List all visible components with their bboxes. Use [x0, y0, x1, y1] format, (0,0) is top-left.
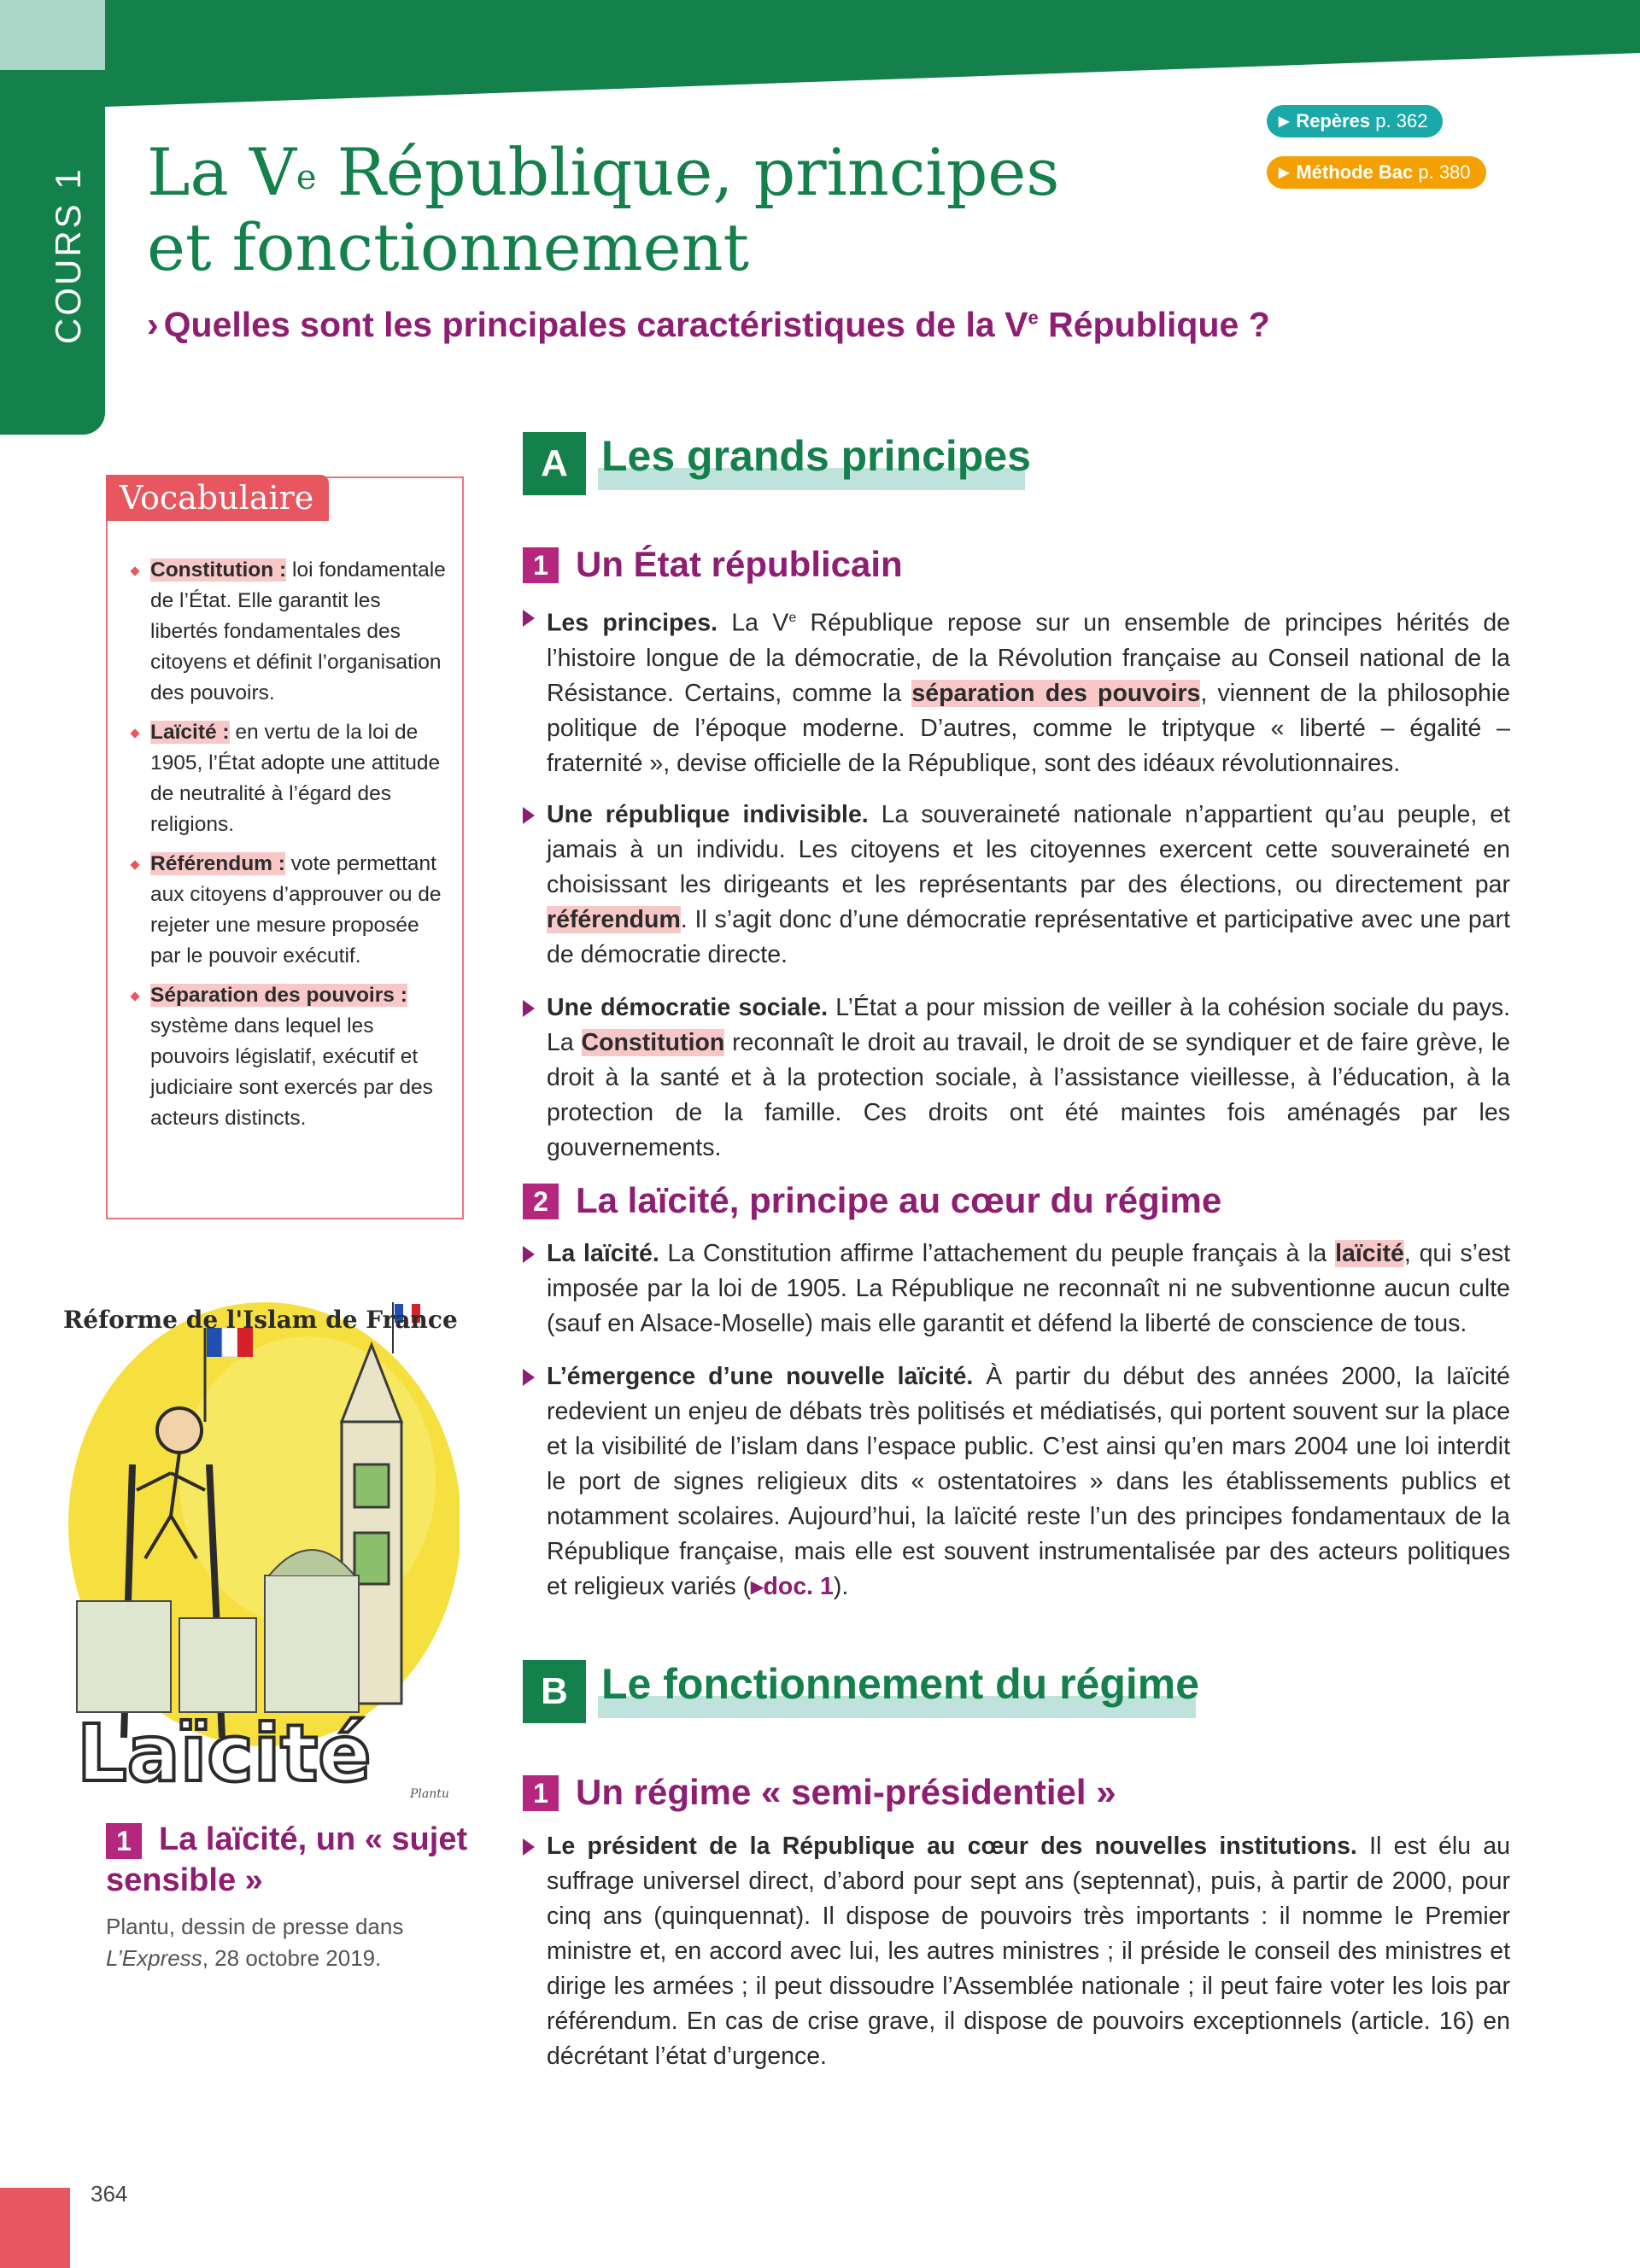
play-triangle-icon: ▸: [751, 1573, 764, 1600]
subsection-number: 2: [523, 1184, 559, 1219]
cartoon-caption-bottom: Laïcité: [77, 1708, 372, 1799]
vocabulary-title: Vocabulaire: [106, 475, 329, 521]
header-tab-light: [0, 0, 105, 70]
section-letter: A: [523, 432, 586, 495]
cartoon-signature: Plantu: [410, 1787, 449, 1801]
vocabulary-item: Laïcité : en vertu de la loi de 1905, l’État adopte une attitude de neutralité à l’égard des religions.: [132, 717, 448, 840]
section-title: Le fonctionnement du régime: [601, 1660, 1200, 1708]
chapter-question: › Quelles sont les principales caractéristiques de la Ve République ?: [147, 305, 1270, 344]
cartoon-illustration: [51, 1294, 460, 1806]
paragraph: Une république indivisible. La souveraineté nationale n’appartient qu’au peuple, et jamais à un individu. Les citoyens et les citoyennes exercent cette souveraineté en choisissant les dirigeants et les représentants par des élections, ou directement par référendum. Il s’agit donc d’une démocratie représentative et participative avec une part de démocratie directe.: [523, 798, 1510, 973]
section-b-heading: [523, 1660, 1206, 1725]
page-title: La Ve République, principes et fonctionnement: [147, 134, 1060, 285]
document-caption-title: La laïcité, un « sujet sensible »: [106, 1821, 468, 1898]
page-number: 364: [91, 2181, 128, 2207]
bullet-arrow-icon: [523, 1000, 535, 1017]
chapter-label: COURS 1: [48, 167, 88, 344]
document-reference-link[interactable]: ▸doc. 1: [751, 1573, 834, 1600]
section-letter: B: [523, 1660, 586, 1723]
subsection-title: Un État républicain: [576, 544, 903, 584]
paragraph: Les principes. La Ve République repose sur un ensemble de principes hérités de l’histoire longue de la démocratie, de la Révolution française au Conseil national de la Résistance. Certains, comme la séparation des pouvoirs, viennent de la philosophie politique de l’époque moderne. D’autres, comme le triptyque « liberté – égalité – fraternité », devise officielle de la République, sont des idéaux révolutionnaires.: [523, 600, 1510, 781]
subsection-number: 1: [523, 1775, 559, 1811]
reperes-link[interactable]: ▶ Repères p. 362: [1267, 105, 1443, 137]
play-triangle-icon: ▶: [1279, 114, 1290, 129]
bullet-diamond-icon: [130, 566, 139, 576]
page-corner-marker: [0, 2188, 70, 2268]
vocabulary-list: [132, 555, 448, 1143]
bullet-arrow-icon: [523, 807, 535, 824]
document-source: Plantu, dessin de presse dans L’Express, 28 octobre 2019.: [106, 1914, 404, 1971]
vocabulary-item: Constitution : loi fondamentale de l’État. Elle garantit les libertés fondamentales des citoyens et définit l’organisation des pouvoirs.: [132, 555, 448, 709]
paragraph: Une démocratie sociale. L’État a pour mission de veiller à la cohésion sociale du pays. La Constitution reconnaît le droit au travail, le droit de se syndiquer et de faire grève, le droit à la santé et à la protection sociale, à l’assistance vieillesse, à l’éducation, à la protection de la famille. Ces droits ont été maintes fois aménagés par les gouvernements.: [523, 991, 1510, 1166]
vocabulary-term: laïcité: [1335, 1240, 1404, 1267]
subsection-title: Un régime « semi-présidentiel »: [576, 1772, 1116, 1812]
document-number-badge: 1: [106, 1823, 142, 1859]
section-title: Les grands principes: [601, 432, 1031, 480]
paragraph: L’émergence d’une nouvelle laïcité. À partir du début des années 2000, la laïcité redevient un enjeu de débats très politisés et médiatisés, qui portent souvent sur la place et la visibilité de l’islam dans l’espace public. C’est ainsi qu’en mars 2004 une loi interdit le port de signes religieux dits « ostentatoires » dans les établissements publics et notamment scolaires. Aujourd’hui, la laïcité reste l’un des principes fondamentaux de la République française, mais elle est souvent instrumentalisée par des acteurs politiques et religieux variés (▸doc. 1).: [523, 1359, 1510, 1605]
chapter-tab: [0, 88, 105, 435]
bullet-diamond-icon: [130, 860, 139, 869]
bullet-diamond-icon: [130, 991, 139, 1001]
chevron-right-icon: ›: [147, 305, 159, 344]
vocabulary-item: Séparation des pouvoirs : système dans lequel les pouvoirs législatif, exécutif et judiciaire sont exercés par des acteurs distincts.: [132, 980, 448, 1134]
bullet-arrow-icon: [523, 1838, 535, 1856]
bullet-diamond-icon: [130, 728, 139, 738]
paragraph: La laïcité. La Constitution affirme l’attachement du peuple français à la laïcité, qui s’est imposée par la loi de 1905. La République ne reconnaît ni ne subventionne aucun culte (sauf en Alsace-Moselle) mais elle garantit et défend la liberté de conscience de tous.: [523, 1236, 1510, 1342]
bullet-arrow-icon: [523, 610, 535, 627]
bullet-arrow-icon: [523, 1369, 535, 1386]
vocabulary-item: Référendum : vote permettant aux citoyens d’approuver ou de rejeter une mesure proposée par le pouvoir exécutif.: [132, 849, 448, 972]
header-band: [0, 0, 1640, 107]
play-triangle-icon: ▶: [1279, 166, 1290, 180]
subsection-number: 1: [523, 547, 559, 583]
cartoon-caption-top: Réforme de l'Islam de France: [63, 1306, 458, 1334]
vocabulary-term: Constitution: [581, 1029, 725, 1056]
bullet-arrow-icon: [523, 1246, 535, 1263]
paragraph: Le président de la République au cœur des nouvelles institutions. Il est élu au suffrage universel direct, d’abord pour sept ans (septennat), puis, à partir de 2000, pour cinq ans (quinquennat). Il dispose de pouvoirs très importants : il nomme le Premier ministre et, en accord avec lui, les autres ministres ; il préside le conseil des ministres et dirige les armées ; il peut dissoudre l’Assemblée nationale ; il peut faire voter les lois par référendum. En cas de crise grave, il dispose de pouvoirs exceptionnels (article. 16) en décrétant l’état d’urgence.: [523, 1829, 1510, 2074]
vocabulary-term: séparation des pouvoirs: [911, 679, 1201, 707]
section-a-heading: [523, 432, 1121, 497]
methode-bac-link[interactable]: ▶ Méthode Bac p. 380: [1267, 156, 1486, 189]
vocabulary-term: référendum: [547, 906, 681, 933]
subsection-title: La laïcité, principe au cœur du régime: [576, 1180, 1222, 1220]
